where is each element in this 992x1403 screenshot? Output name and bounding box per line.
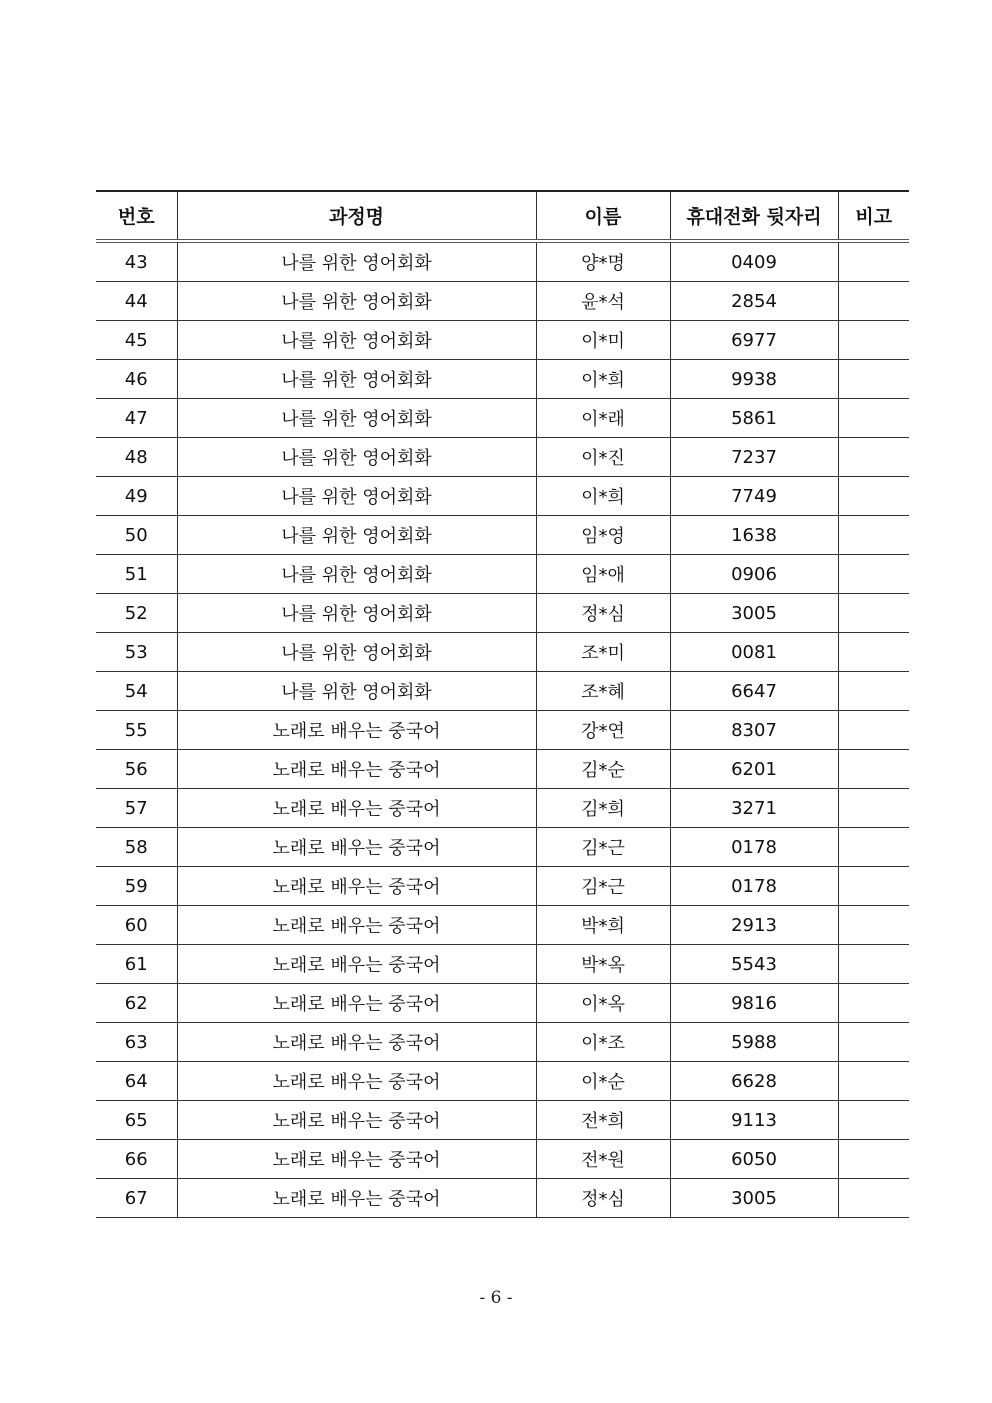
cell-note: [838, 1140, 909, 1179]
cell-number: 56: [96, 750, 177, 789]
cell-note: [838, 477, 909, 516]
cell-number: 58: [96, 828, 177, 867]
cell-note: [838, 360, 909, 399]
table-row: [96, 516, 909, 555]
header-row: [96, 191, 909, 241]
cell-number: 49: [96, 477, 177, 516]
cell-name: 박*희: [536, 906, 670, 945]
cell-number: 65: [96, 1101, 177, 1140]
cell-note: [838, 1062, 909, 1101]
table-row: [96, 360, 909, 399]
cell-note: [838, 633, 909, 672]
cell-phone: 0081: [670, 633, 838, 672]
cell-course: 노래로 배우는 중국어: [177, 789, 536, 828]
cell-number: 57: [96, 789, 177, 828]
cell-note: [838, 1023, 909, 1062]
cell-note: [838, 789, 909, 828]
cell-name: 김*희: [536, 789, 670, 828]
cell-course: 노래로 배우는 중국어: [177, 1062, 536, 1101]
cell-phone: 5543: [670, 945, 838, 984]
cell-name: 박*옥: [536, 945, 670, 984]
cell-name: 정*심: [536, 1179, 670, 1218]
cell-phone: 9938: [670, 360, 838, 399]
cell-number: 46: [96, 360, 177, 399]
table-row: [96, 477, 909, 516]
cell-course: 나를 위한 영어회화: [177, 241, 536, 282]
cell-course: 노래로 배우는 중국어: [177, 828, 536, 867]
cell-course: 나를 위한 영어회화: [177, 399, 536, 438]
cell-number: 64: [96, 1062, 177, 1101]
table-row: [96, 1062, 909, 1101]
cell-course: 나를 위한 영어회화: [177, 360, 536, 399]
cell-note: [838, 867, 909, 906]
cell-name: 이*옥: [536, 984, 670, 1023]
cell-note: [838, 984, 909, 1023]
cell-phone: 0409: [670, 241, 838, 282]
cell-note: [838, 945, 909, 984]
cell-note: [838, 594, 909, 633]
table-row: [96, 906, 909, 945]
cell-note: [838, 828, 909, 867]
cell-name: 이*미: [536, 321, 670, 360]
table-row: [96, 282, 909, 321]
cell-phone: 7237: [670, 438, 838, 477]
cell-course: 나를 위한 영어회화: [177, 321, 536, 360]
cell-phone: 3005: [670, 594, 838, 633]
cell-course: 나를 위한 영어회화: [177, 477, 536, 516]
table-row: [96, 241, 909, 282]
table-row: [96, 945, 909, 984]
cell-note: [838, 1179, 909, 1218]
cell-phone: 7749: [670, 477, 838, 516]
cell-course: 노래로 배우는 중국어: [177, 867, 536, 906]
cell-phone: 9113: [670, 1101, 838, 1140]
cell-name: 김*근: [536, 828, 670, 867]
cell-number: 52: [96, 594, 177, 633]
table-row: [96, 1101, 909, 1140]
header-name: 이름: [536, 191, 670, 241]
cell-phone: 5988: [670, 1023, 838, 1062]
cell-number: 59: [96, 867, 177, 906]
table-row: [96, 984, 909, 1023]
participant-table: [96, 190, 909, 1218]
cell-name: 이*희: [536, 360, 670, 399]
cell-phone: 0178: [670, 867, 838, 906]
cell-name: 강*연: [536, 711, 670, 750]
cell-note: [838, 241, 909, 282]
cell-name: 이*래: [536, 399, 670, 438]
cell-number: 63: [96, 1023, 177, 1062]
cell-number: 67: [96, 1179, 177, 1218]
cell-name: 정*심: [536, 594, 670, 633]
cell-phone: 9816: [670, 984, 838, 1023]
page-number: - 6 -: [479, 1288, 513, 1308]
cell-number: 43: [96, 241, 177, 282]
cell-phone: 2854: [670, 282, 838, 321]
table-row: [96, 828, 909, 867]
cell-course: 노래로 배우는 중국어: [177, 1101, 536, 1140]
cell-note: [838, 516, 909, 555]
cell-number: 45: [96, 321, 177, 360]
cell-name: 전*원: [536, 1140, 670, 1179]
cell-note: [838, 438, 909, 477]
table-row: [96, 1140, 909, 1179]
cell-note: [838, 321, 909, 360]
table-row: [96, 633, 909, 672]
cell-note: [838, 711, 909, 750]
table-row: [96, 867, 909, 906]
cell-course: 나를 위한 영어회화: [177, 516, 536, 555]
cell-name: 이*조: [536, 1023, 670, 1062]
cell-note: [838, 399, 909, 438]
cell-number: 66: [96, 1140, 177, 1179]
cell-name: 조*미: [536, 633, 670, 672]
cell-course: 나를 위한 영어회화: [177, 438, 536, 477]
table-row: [96, 750, 909, 789]
table-row: [96, 399, 909, 438]
cell-phone: 3005: [670, 1179, 838, 1218]
cell-phone: 8307: [670, 711, 838, 750]
cell-number: 50: [96, 516, 177, 555]
cell-number: 53: [96, 633, 177, 672]
cell-course: 나를 위한 영어회화: [177, 555, 536, 594]
cell-course: 나를 위한 영어회화: [177, 282, 536, 321]
cell-note: [838, 282, 909, 321]
cell-course: 노래로 배우는 중국어: [177, 1179, 536, 1218]
cell-course: 나를 위한 영어회화: [177, 672, 536, 711]
table-row: [96, 321, 909, 360]
cell-note: [838, 1101, 909, 1140]
cell-course: 나를 위한 영어회화: [177, 594, 536, 633]
cell-course: 나를 위한 영어회화: [177, 633, 536, 672]
cell-name: 임*애: [536, 555, 670, 594]
cell-number: 48: [96, 438, 177, 477]
table-row: [96, 555, 909, 594]
table-body: [96, 241, 909, 1218]
header-course: 과정명: [177, 191, 536, 241]
cell-phone: 0178: [670, 828, 838, 867]
cell-number: 62: [96, 984, 177, 1023]
cell-number: 54: [96, 672, 177, 711]
cell-number: 51: [96, 555, 177, 594]
cell-number: 44: [96, 282, 177, 321]
cell-course: 노래로 배우는 중국어: [177, 711, 536, 750]
header-number: 번호: [96, 191, 177, 241]
header-phone: 휴대전화 뒷자리: [670, 191, 838, 241]
cell-name: 임*영: [536, 516, 670, 555]
cell-name: 김*근: [536, 867, 670, 906]
cell-course: 노래로 배우는 중국어: [177, 1023, 536, 1062]
cell-phone: 6050: [670, 1140, 838, 1179]
cell-phone: 6647: [670, 672, 838, 711]
cell-number: 55: [96, 711, 177, 750]
cell-name: 양*명: [536, 241, 670, 282]
cell-phone: 6201: [670, 750, 838, 789]
cell-name: 이*진: [536, 438, 670, 477]
cell-name: 윤*석: [536, 282, 670, 321]
cell-note: [838, 750, 909, 789]
cell-name: 이*희: [536, 477, 670, 516]
cell-name: 전*희: [536, 1101, 670, 1140]
table-row: [96, 672, 909, 711]
cell-number: 60: [96, 906, 177, 945]
cell-course: 노래로 배우는 중국어: [177, 1140, 536, 1179]
cell-note: [838, 672, 909, 711]
cell-course: 노래로 배우는 중국어: [177, 984, 536, 1023]
header-note: 비고: [838, 191, 909, 241]
cell-phone: 5861: [670, 399, 838, 438]
cell-phone: 6977: [670, 321, 838, 360]
cell-course: 노래로 배우는 중국어: [177, 945, 536, 984]
cell-course: 노래로 배우는 중국어: [177, 750, 536, 789]
table-row: [96, 1179, 909, 1218]
cell-course: 노래로 배우는 중국어: [177, 906, 536, 945]
table-row: [96, 438, 909, 477]
cell-name: 이*순: [536, 1062, 670, 1101]
cell-phone: 6628: [670, 1062, 838, 1101]
cell-number: 47: [96, 399, 177, 438]
cell-phone: 3271: [670, 789, 838, 828]
table-row: [96, 594, 909, 633]
cell-name: 김*순: [536, 750, 670, 789]
cell-phone: 2913: [670, 906, 838, 945]
table-row: [96, 789, 909, 828]
cell-name: 조*혜: [536, 672, 670, 711]
table-row: [96, 711, 909, 750]
table-header: [96, 191, 909, 241]
cell-phone: 1638: [670, 516, 838, 555]
cell-number: 61: [96, 945, 177, 984]
cell-phone: 0906: [670, 555, 838, 594]
cell-note: [838, 555, 909, 594]
table-row: [96, 1023, 909, 1062]
cell-note: [838, 906, 909, 945]
